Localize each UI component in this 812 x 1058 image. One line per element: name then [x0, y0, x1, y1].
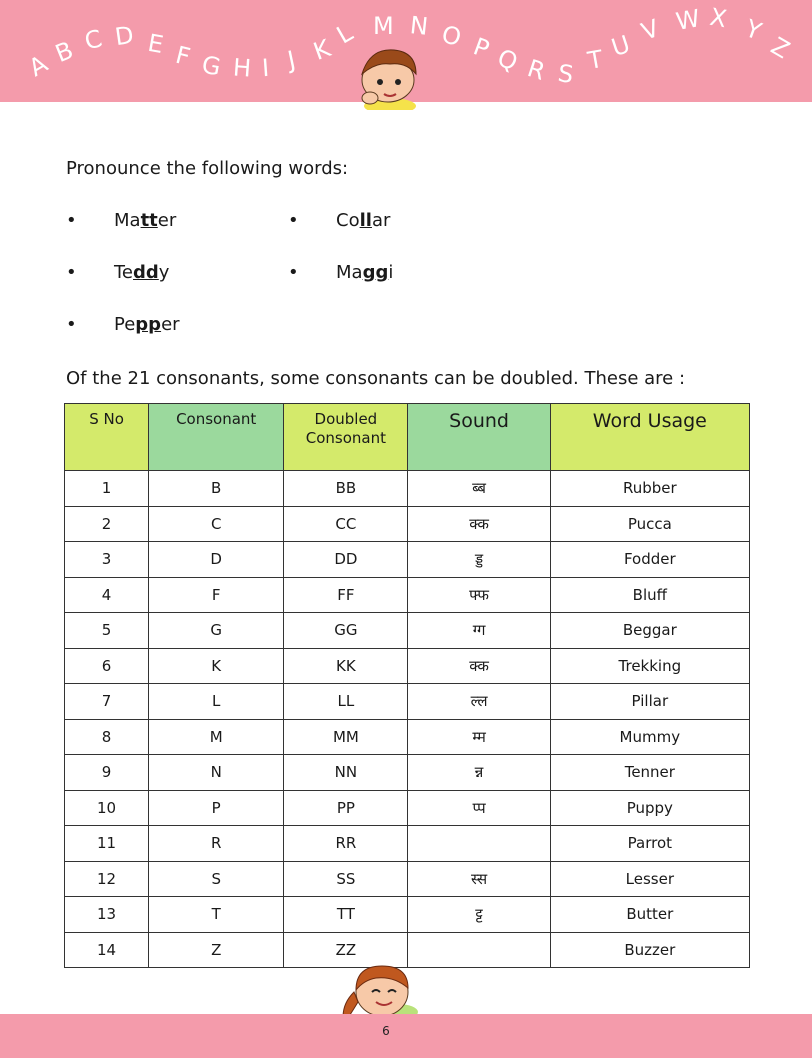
- cell-word-usage: Parrot: [550, 826, 749, 862]
- alphabet-letter: V: [637, 14, 663, 46]
- cell-sno: 6: [65, 648, 149, 684]
- doubled-letters: dd: [133, 262, 159, 283]
- cell-sound: ग्ग: [408, 613, 550, 649]
- word-item: [114, 314, 180, 335]
- cell-consonant: C: [149, 506, 284, 542]
- word-prefix: Ma: [114, 210, 141, 231]
- table-row: [65, 790, 750, 826]
- cell-sno: 10: [65, 790, 149, 826]
- intro-text: Of the 21 consonants, some consonants can be doubled. These are :: [66, 368, 686, 389]
- cell-sound: ब्ब: [408, 471, 550, 507]
- doubled-letters: gg: [362, 262, 389, 283]
- word-item: [114, 262, 169, 283]
- instruction-text: Pronounce the following words:: [66, 158, 349, 179]
- word-suffix: y: [158, 262, 170, 283]
- word-prefix: Ma: [336, 262, 363, 283]
- cell-word-usage: Pillar: [550, 684, 749, 720]
- doubled-letters: ll: [359, 210, 372, 231]
- alphabet-letter: I: [261, 53, 271, 83]
- alphabet-letter: N: [408, 11, 430, 41]
- cell-word-usage: Mummy: [550, 719, 749, 755]
- table-row: [65, 648, 750, 684]
- bullet-icon: •: [66, 210, 77, 231]
- cell-sound: ल्ल: [408, 684, 550, 720]
- alphabet-letter: C: [81, 24, 105, 56]
- table-row: [65, 897, 750, 933]
- alphabet-letter: J: [285, 45, 298, 75]
- cell-word-usage: Buzzer: [550, 932, 749, 968]
- cell-sno: 11: [65, 826, 149, 862]
- doubled-letters: pp: [135, 314, 162, 335]
- cell-doubled: CC: [284, 506, 408, 542]
- cell-sound: न्न: [408, 755, 550, 791]
- cell-consonant: T: [149, 897, 284, 933]
- boy-character-illustration: [350, 40, 430, 110]
- table-row: [65, 719, 750, 755]
- bullet-icon: •: [288, 210, 299, 231]
- word-prefix: Co: [336, 210, 360, 231]
- cell-consonant: B: [149, 471, 284, 507]
- alphabet-letter: E: [145, 28, 166, 60]
- cell-sound: स्स: [408, 861, 550, 897]
- header-line: Consonant: [305, 429, 386, 447]
- header-sno: S No: [65, 404, 149, 471]
- cell-word-usage: Lesser: [550, 861, 749, 897]
- header-doubled-consonant: [284, 404, 408, 471]
- consonant-table: [64, 403, 750, 968]
- cell-sound: क्क: [408, 648, 550, 684]
- cell-sno: 5: [65, 613, 149, 649]
- cell-consonant: K: [149, 648, 284, 684]
- cell-sound: ड्ड: [408, 542, 550, 578]
- cell-sno: 9: [65, 755, 149, 791]
- cell-sound: म्म: [408, 719, 550, 755]
- word-prefix: Pe: [114, 314, 136, 335]
- alphabet-letter: H: [232, 53, 253, 83]
- cell-sound: फ्फ: [408, 577, 550, 613]
- word-item: [336, 262, 393, 283]
- header-consonant: Consonant: [149, 404, 284, 471]
- alphabet-letter: W: [673, 4, 702, 36]
- cell-sound: [408, 826, 550, 862]
- alphabet-letter: Q: [493, 43, 522, 77]
- cell-consonant: S: [149, 861, 284, 897]
- cell-word-usage: Bluff: [550, 577, 749, 613]
- word-item: [114, 210, 176, 231]
- cell-sno: 14: [65, 932, 149, 968]
- header-word-usage: Word Usage: [550, 404, 749, 471]
- cell-word-usage: Fodder: [550, 542, 749, 578]
- alphabet-letter: O: [438, 20, 464, 52]
- alphabet-letter: U: [608, 29, 634, 63]
- word-suffix: er: [161, 314, 180, 335]
- header-sound: Sound: [408, 404, 550, 471]
- cell-doubled: TT: [284, 897, 408, 933]
- alphabet-letter: P: [469, 32, 493, 64]
- alphabet-letter: D: [113, 20, 136, 52]
- cell-sound: ट्ट: [408, 897, 550, 933]
- cell-consonant: Z: [149, 932, 284, 968]
- cell-word-usage: Butter: [550, 897, 749, 933]
- footer-band: [0, 1014, 812, 1058]
- cell-doubled: KK: [284, 648, 408, 684]
- cell-sno: 8: [65, 719, 149, 755]
- alphabet-letter: Y: [741, 14, 766, 46]
- cell-doubled: DD: [284, 542, 408, 578]
- alphabet-letter: R: [524, 54, 549, 86]
- alphabet-letter: G: [199, 50, 223, 82]
- cell-word-usage: Trekking: [550, 648, 749, 684]
- cell-sno: 7: [65, 684, 149, 720]
- alphabet-letter: L: [331, 18, 358, 50]
- cell-doubled: GG: [284, 613, 408, 649]
- table-row: [65, 755, 750, 791]
- word-item: [336, 210, 390, 231]
- alphabet-letter: Z: [766, 31, 795, 65]
- word-prefix: Te: [114, 262, 134, 283]
- cell-word-usage: Rubber: [550, 471, 749, 507]
- cell-doubled: FF: [284, 577, 408, 613]
- cell-consonant: R: [149, 826, 284, 862]
- alphabet-letter: B: [51, 35, 78, 69]
- table-row: [65, 613, 750, 649]
- cell-doubled: SS: [284, 861, 408, 897]
- page-number: 6: [382, 1024, 390, 1038]
- table-row: [65, 471, 750, 507]
- cell-consonant: G: [149, 613, 284, 649]
- cell-word-usage: Beggar: [550, 613, 749, 649]
- cell-consonant: P: [149, 790, 284, 826]
- alphabet-letter: M: [373, 12, 394, 40]
- table-row: [65, 684, 750, 720]
- alphabet-letter: F: [172, 40, 193, 72]
- bullet-icon: •: [66, 314, 77, 335]
- table-header-row: [65, 404, 750, 471]
- cell-sno: 3: [65, 542, 149, 578]
- cell-consonant: N: [149, 755, 284, 791]
- cell-word-usage: Tenner: [550, 755, 749, 791]
- cell-sno: 13: [65, 897, 149, 933]
- header-line: Doubled: [314, 410, 378, 428]
- cell-doubled: NN: [284, 755, 408, 791]
- cell-doubled: ZZ: [284, 932, 408, 968]
- cell-word-usage: Puppy: [550, 790, 749, 826]
- cell-sno: 2: [65, 506, 149, 542]
- cell-sound: क्क: [408, 506, 550, 542]
- cell-sound: प्प: [408, 790, 550, 826]
- cell-sno: 12: [65, 861, 149, 897]
- alphabet-letter: S: [556, 59, 576, 89]
- table-row: [65, 506, 750, 542]
- table-row: [65, 861, 750, 897]
- word-suffix: ar: [371, 210, 391, 231]
- cell-consonant: D: [149, 542, 284, 578]
- alphabet-letter: A: [24, 49, 53, 83]
- cell-doubled: MM: [284, 719, 408, 755]
- cell-consonant: M: [149, 719, 284, 755]
- cell-sno: 1: [65, 471, 149, 507]
- cell-word-usage: Pucca: [550, 506, 749, 542]
- cell-doubled: LL: [284, 684, 408, 720]
- bullet-icon: •: [288, 262, 299, 283]
- bullet-icon: •: [66, 262, 77, 283]
- cell-consonant: L: [149, 684, 284, 720]
- cell-doubled: BB: [284, 471, 408, 507]
- alphabet-letter: X: [707, 2, 729, 34]
- table-row: [65, 826, 750, 862]
- table-row: [65, 577, 750, 613]
- word-suffix: i: [388, 262, 394, 283]
- cell-doubled: RR: [284, 826, 408, 862]
- cell-sno: 4: [65, 577, 149, 613]
- table-row: [65, 542, 750, 578]
- cell-doubled: PP: [284, 790, 408, 826]
- alphabet-letter: T: [585, 44, 605, 76]
- cell-consonant: F: [149, 577, 284, 613]
- doubled-letters: tt: [140, 210, 158, 231]
- word-suffix: er: [157, 210, 177, 231]
- alphabet-letter: K: [309, 34, 335, 66]
